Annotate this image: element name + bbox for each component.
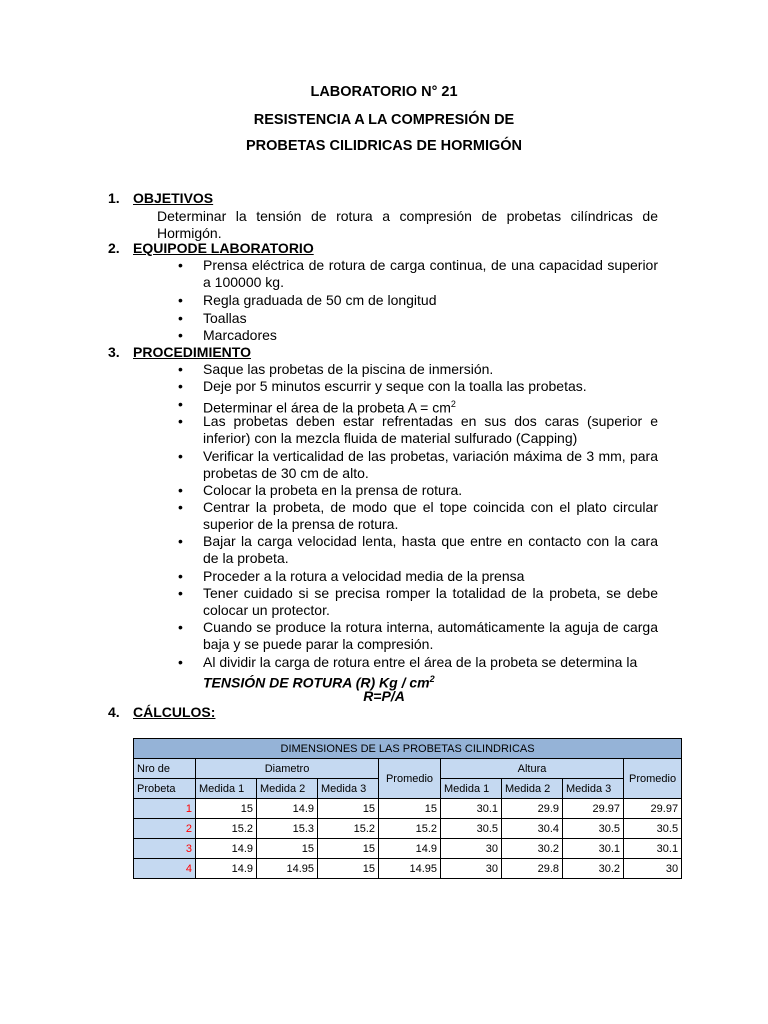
- header-medida-1: Medida 1: [441, 779, 502, 799]
- table-row: [134, 799, 682, 819]
- section-heading-equipo: 2. EQUIPODE LABORATORIO: [108, 240, 314, 256]
- cell-nro: 2: [134, 819, 196, 839]
- header-altura: Altura: [441, 759, 624, 779]
- header-medida-2: Medida 2: [502, 779, 563, 799]
- tension-label: TENSIÓN DE ROTURA (R) Kg / cm: [203, 674, 430, 691]
- objective-text: Determinar la tensión de rotura a compresión de probetas cilíndricas de Hormigón.: [157, 208, 658, 241]
- cell: 30.1: [441, 799, 502, 819]
- dimensions-table: [133, 738, 682, 879]
- bullet-icon: •: [178, 654, 183, 670]
- cell: 15: [196, 799, 257, 819]
- cell: 15: [318, 799, 379, 819]
- bullet-icon: •: [178, 361, 183, 377]
- cell: 14.95: [257, 859, 318, 879]
- cell: 30.1: [624, 839, 682, 859]
- section-heading-objetivos: 1. OBJETIVOS: [108, 190, 214, 206]
- header-promedio-diametro: Promedio: [379, 759, 441, 799]
- bullet-icon: •: [178, 568, 183, 584]
- cell: 30.2: [502, 839, 563, 859]
- formula: R=P/A: [363, 688, 405, 704]
- bullet-icon: •: [178, 378, 183, 394]
- bullet-icon: •: [178, 448, 183, 464]
- cell: 30: [441, 859, 502, 879]
- cell: 30.5: [441, 819, 502, 839]
- bullet-icon: •: [178, 482, 183, 498]
- cell-nro: 1: [134, 799, 196, 819]
- cell: 30.5: [563, 819, 624, 839]
- bullet-icon: •: [178, 619, 183, 635]
- section-heading-procedimiento: 3. PROCEDIMIENTO: [108, 344, 251, 360]
- cell: 15.3: [257, 819, 318, 839]
- cell: 29.8: [502, 859, 563, 879]
- cell-nro: 4: [134, 859, 196, 879]
- table-title: DIMENSIONES DE LAS PROBETAS CILINDRICAS: [134, 739, 682, 759]
- bullet-icon: •: [178, 292, 183, 308]
- cell: 15: [318, 859, 379, 879]
- superscript: 2: [450, 399, 456, 409]
- cell: 30: [624, 859, 682, 879]
- header-probeta: Probeta: [134, 779, 196, 799]
- cell: 15: [318, 839, 379, 859]
- bullet-icon: •: [178, 396, 183, 412]
- header-medida-1: Medida 1: [196, 779, 257, 799]
- header-medida-3: Medida 3: [563, 779, 624, 799]
- cell: 29.9: [502, 799, 563, 819]
- bullet-icon: •: [178, 585, 183, 601]
- table-header-row: [134, 759, 682, 779]
- cell: 15: [257, 839, 318, 859]
- bullet-icon: •: [178, 327, 183, 343]
- cell: 15.2: [379, 819, 441, 839]
- bullet-icon: •: [178, 533, 183, 549]
- header-promedio-altura: Promedio: [624, 759, 682, 799]
- cell: 15.2: [318, 819, 379, 839]
- cell: 14.9: [379, 839, 441, 859]
- superscript: 2: [429, 674, 435, 684]
- title-line-1: RESISTENCIA A LA COMPRESIÓN DE: [253, 112, 515, 128]
- table-row: [134, 859, 682, 879]
- bullet-icon: •: [178, 257, 183, 273]
- header-medida-3: Medida 3: [318, 779, 379, 799]
- table-row: [134, 819, 682, 839]
- cell: 29.97: [563, 799, 624, 819]
- table-title-row: [134, 739, 682, 759]
- document-page: LABORATORIO N° 21 RESISTENCIA A LA COMPRESIÓN DE PROBETAS CILIDRICAS DE HORMIGÓN 1. OBJETIVOS Determinar la tensión de rotura a compresión de probetas cilíndricas de Hormigón. 2. EQUIPODE LABORATORIO • Prensa eléctrica de rotura de carga continua, de una capacidad superior a 100000 kg. • Regla graduada de 50 cm de longitud • Toallas • Marcadores 3. PROCEDIMIENTO • Saque las probetas de la piscina de inmersión. • Deje por 5 minutos escurrir y seque con la toalla las probetas. • Determinar el área de la probeta $A = cm^2$ • Las probetas deben estar refrentadas en sus dos caras (superior e inferior) con la mezcla fluida de material sulfurado (Capping) • Verificar la verticalidad de las probetas, variación máxima de 3 mm, para probetas de 30 cm de alto. • Colocar la probeta en la prensa de rotura. • Centrar la probeta, de modo que el tope coincida con el plato circular superior de la prensa de rotura. • Bajar la carga velocidad lenta, hasta que entre en contacto con la cara de la probeta. • Proceder a la rotura a velocidad media de la prensa • Tener cuidado si se precisa romper la totalidad de la probeta, se debe colocar un protector. • Cuando se produce la rotura interna, automáticamente la aguja de carga baja y se puede parar la compresión. • Al dividir la carga de rotura entre el área de la probeta se determina la TENSIÓN DE ROTURA (R) Kg / $cm^2$ R=P/A 4. CÁLCULOS: DIMENSIONES DE LAS PROBETAS CILINDRICAS Nro de Diametro Promedio Altura Promedio Probeta Medida 1 Medida 2 Medida 3 Medida 1 Medida 2 Medida 3 1 15 14.9 15 15 30.1 29.9 29.97 29.97 2 15.2 15.3 15.2 15.2 30.5 30.4 30.5 30.5 3 14.9 15 15 14.9 30 30.2 30.1 30.1 4 14.9 14.95 15 14.95 30 29.8 30.2 30: [0, 0, 768, 1024]
- cell: 14.9: [196, 859, 257, 879]
- bullet-icon: •: [178, 310, 183, 326]
- cell: 30.4: [502, 819, 563, 839]
- section-heading-calculos: 4. CÁLCULOS:: [108, 704, 216, 720]
- cell: 30.2: [563, 859, 624, 879]
- cell: 30.1: [563, 839, 624, 859]
- area-text: Determinar el área de la probeta A = cm: [203, 399, 451, 416]
- table-row: [134, 839, 682, 859]
- cell: 14.9: [196, 839, 257, 859]
- bullet-icon: •: [178, 413, 183, 429]
- cell: 14.9: [257, 799, 318, 819]
- header-nro: Nro de: [134, 759, 196, 779]
- cell: 30: [441, 839, 502, 859]
- lab-number: LABORATORIO N° 21: [310, 84, 458, 100]
- cell: 30.5: [624, 819, 682, 839]
- cell: 15: [379, 799, 441, 819]
- cell: 29.97: [624, 799, 682, 819]
- header-medida-2: Medida 2: [257, 779, 318, 799]
- cell: 14.95: [379, 859, 441, 879]
- cell: 15.2: [196, 819, 257, 839]
- bullet-icon: •: [178, 499, 183, 515]
- cell-nro: 3: [134, 839, 196, 859]
- header-diametro: Diametro: [196, 759, 379, 779]
- title-line-2: PROBETAS CILIDRICAS DE HORMIGÓN: [245, 138, 523, 154]
